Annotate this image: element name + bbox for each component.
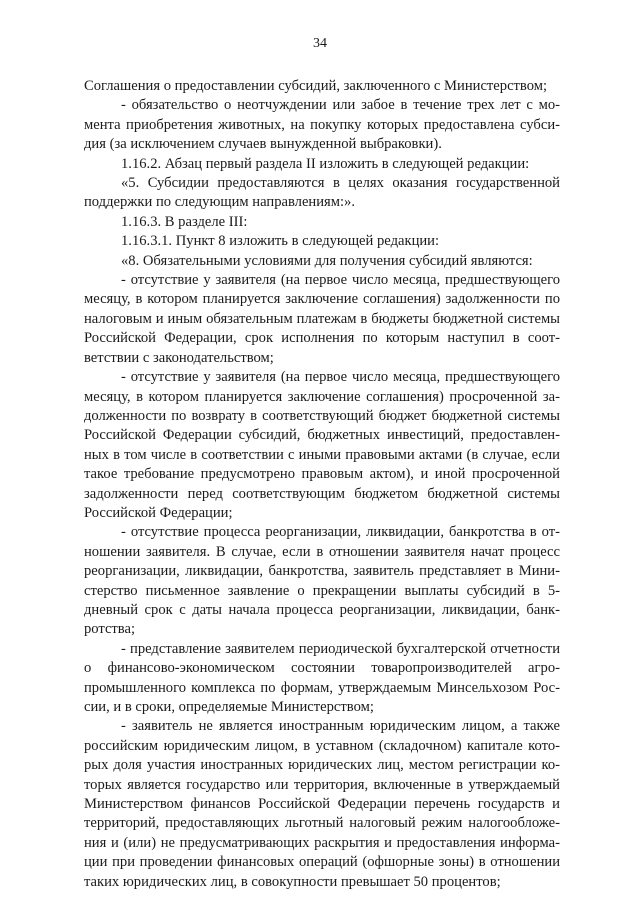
page-number: 34 [313,36,327,51]
paragraph: 1.16.2. Абзац первый раздела II изложить в следующей редакции: [121,155,530,172]
paragraph: 1.16.3. В разделе III: [121,213,248,230]
paragraph: «5. Субсидии предоставляются в целях оказания государственной поддержки по следующим направлениям:». [84,175,560,211]
paragraph: Соглашения о предоставлении субсидий, заключенного с Министерством; [84,78,548,94]
paragraph: - заявитель не является иностранным юридическим лицом, а также российским юридическим лицом, в уставном (складочном) капитале которых доля участия иностранных юридических лиц, местом регистрации которых является государство или территория, включенные в утверждаемый Министерством финансов Российской Федерации перечень государств и территорий, предоставляющих льготный налоговый режим налогообложения и (или) не предусматривающих раскрытия и предоставления информации при проведении финансовых операций (офшорные зоны) в отношении таких юридических лиц, в совокупности превышает 50 процентов; [84,718,560,890]
paragraph: «8. Обязательными условиями для получения субсидий являются: [121,252,533,269]
paragraph: - отсутствие процесса реорганизации, ликвидации, банкротства в отношении заявителя. В случае, если в отношении заявителя начат процесс реорганизации, ликвидации, банкротства, заявитель представляет в Министерство письменное заявление о прекращении выплаты субсидий в 5-дневный срок с даты начала процесса реорганизации, ликвидации, банкротства; [84,524,560,638]
paragraph: - обязательство о неотчуждении или забое в течение трех лет с момента приобретения животных, на покупку которых предоставлена субсидия (за исключением случаев вынужденной выбраковки). [84,97,560,153]
paragraph: - представление заявителем периодической бухгалтерской отчетности о финансово-экономическом состоянии товаропроизводителей агропромышленного комплекса по формам, утверждаемым Минсельхозом России, и в сроки, определяемые Министерством; [84,640,560,715]
paragraph: - отсутствие у заявителя (на первое число месяца, предшествующего месяцу, в котором планируется заключение соглашения) задолженности по налоговым и иным обязательным платежам в бюджеты бюджетной системы Российской Федерации, срок исполнения по которым наступил в соответствии с законодательством; [84,272,560,366]
document-body [84,77,560,892]
paragraph: 1.16.3.1. Пункт 8 изложить в следующей редакции: [121,233,440,250]
paragraph: - отсутствие у заявителя (на первое число месяца, предшествующего месяцу, в котором планируется заключение соглашения) просроченной задолженности по возврату в соответствующий бюджет бюджетной системы Российской Федерации субсидий, бюджетных инвестиций, предоставленных в том числе в соответствии с иными правовыми актами (в случае, если такое требование предусмотрено правовым актом), и иной просроченной задолженности перед соответствующим бюджетом бюджетной системы Российской Федерации; [84,369,560,521]
